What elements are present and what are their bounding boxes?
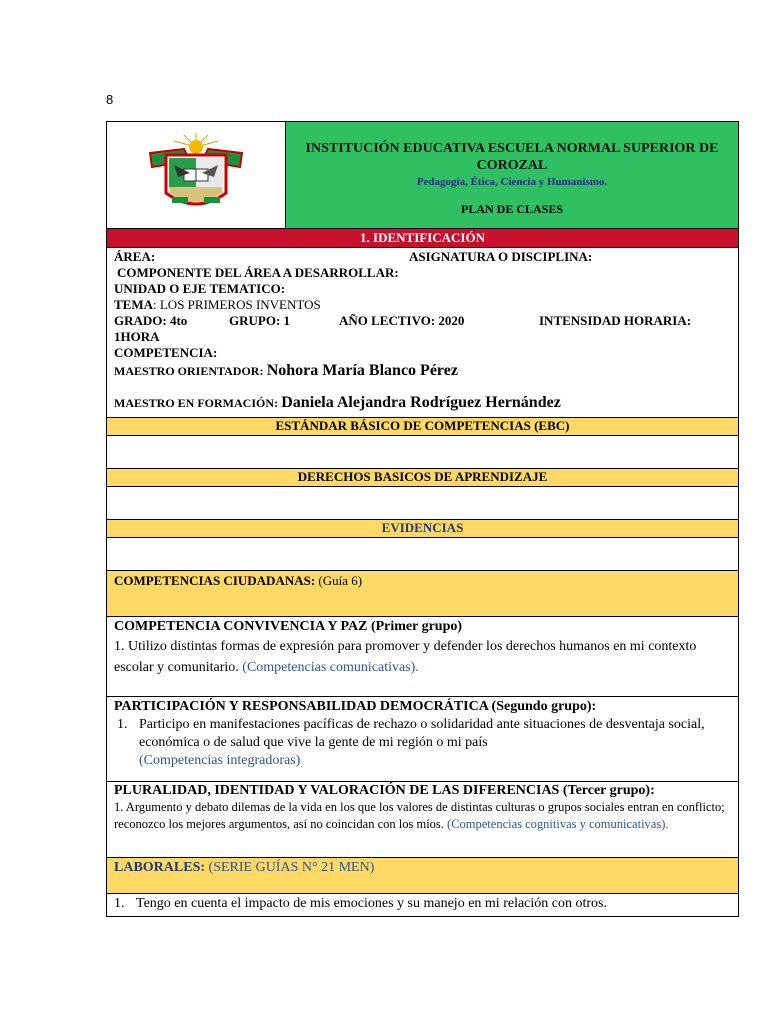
page-number: 8: [106, 92, 114, 107]
participacion-num: 1.: [117, 717, 128, 732]
orientador-label: MAESTRO ORIENTADOR:: [114, 364, 264, 378]
pluralidad-section: [107, 782, 738, 858]
tema-label: TEMA: [114, 297, 153, 312]
crest-icon: [144, 131, 248, 219]
grado-label: GRADO: 4to: [114, 313, 188, 328]
pluralidad-title: PLURALIDAD, IDENTIDAD Y VALORACIÓN DE LAS DIFERENCIAS (Tercer grupo):: [114, 783, 655, 798]
convivencia-title: COMPETENCIA CONVIVENCIA Y PAZ (Primer grupo): [114, 619, 463, 634]
orientador-row: [114, 363, 731, 379]
laborales-title: LABORALES:: [114, 860, 206, 875]
formacion-name: Daniela Alejandra Rodríguez Hernández: [281, 394, 561, 411]
participacion-title: PARTICIPACIÓN Y RESPONSABILIDAD DEMOCRÁTICA (Segundo grupo):: [114, 699, 597, 714]
evidencias-heading: EVIDENCIAS: [107, 520, 738, 538]
componente-label: COMPONENTE DEL ÁREA A DESARROLLAR:: [117, 265, 399, 280]
convivencia-text-wrap: [114, 636, 731, 678]
participacion-link: (Competencias integradoras): [139, 753, 301, 768]
ano-lectivo-label: AÑO LECTIVO: 2020: [339, 313, 465, 328]
ebc-content: [107, 436, 738, 469]
laborales-item-row: [114, 895, 731, 913]
orientador-name: Nohora María Blanco Pérez: [266, 362, 458, 379]
identificacion-block: [107, 248, 738, 418]
grado-row: [114, 313, 731, 329]
dba-heading: DERECHOS BASICOS DE APRENDIZAJE: [107, 469, 738, 487]
competencia-label: COMPETENCIA:: [114, 345, 218, 360]
laborales-serie: (SERIE GUÍAS N° 21 MEN): [205, 860, 375, 875]
laborales-item: [107, 894, 738, 916]
laborales-num: 1.: [114, 896, 125, 911]
ebc-heading: ESTÁNDAR BÁSICO DE COMPETENCIAS (EBC): [107, 418, 738, 436]
header-row: [107, 122, 738, 229]
intensidad-value: 1HORA: [114, 329, 160, 344]
laborales-text: Tengo en cuenta el impacto de mis emociones y su manejo en mi relación con otros.: [136, 896, 607, 911]
participacion-section: [107, 697, 738, 782]
ciudadanas-title: COMPETENCIAS CIUDADANAS:: [114, 573, 316, 588]
pluralidad-link: (Competencias cognitivas y comunicativas).: [443, 817, 669, 831]
intensidad-label: INTENSIDAD HORARIA:: [539, 313, 692, 328]
identificacion-heading: 1. IDENTIFICACIÓN: [107, 229, 738, 248]
convivencia-section: [107, 617, 738, 697]
plan-title: PLAN DE CLASES: [460, 202, 564, 216]
lesson-plan-table: [106, 121, 739, 917]
ciudadanas-guia: (Guía 6): [315, 573, 363, 588]
evidencias-content: [107, 538, 738, 571]
header-title-cell: [286, 122, 738, 228]
asignatura-label: ASIGNATURA O DISCIPLINA:: [409, 249, 593, 264]
participacion-text: Participo en manifestaciones pacíficas de rechazo o solidaridad ante situaciones de desventaja social, económica o de salud que vive la gente de mi región o mi país: [139, 717, 705, 750]
institution-name: INSTITUCIÓN EDUCATIVA ESCUELA NORMAL SUPERIOR DE COROZAL: [305, 141, 719, 173]
pluralidad-text-wrap: [114, 799, 731, 833]
convivencia-text: 1. Utilizo distintas formas de expresión para promover y defender los derechos humanos en mi contexto escolar y comunitario.: [114, 639, 697, 675]
unidad-label: UNIDAD O EJE TEMATICO:: [114, 281, 286, 296]
tema-row: [114, 297, 731, 313]
formacion-label: MAESTRO EN FORMACIÓN:: [114, 396, 278, 410]
participacion-item: [114, 716, 731, 770]
ciudadanas-heading: [107, 571, 738, 617]
grupo-label: GRUPO: 1: [229, 313, 291, 328]
convivencia-link: (Competencias comunicativas).: [238, 660, 419, 675]
formacion-row: [114, 395, 731, 411]
school-crest-logo: [107, 122, 286, 228]
tema-value: : LOS PRIMEROS INVENTOS: [153, 297, 321, 312]
area-label: ÁREA:: [114, 249, 156, 264]
area-row: [114, 249, 731, 265]
pluralidad-text: 1. Argumento y debato dilemas de la vida en los que los valores de distintas culturas o grupos sociales entran en conflicto; reconozco los mejores argumentos, así no coincidan con los míos.: [114, 800, 725, 831]
institution-motto: Pedagogía, Ética, Ciencia y Humanismo.: [416, 176, 608, 188]
laborales-heading: [107, 858, 738, 894]
dba-content: [107, 487, 738, 520]
